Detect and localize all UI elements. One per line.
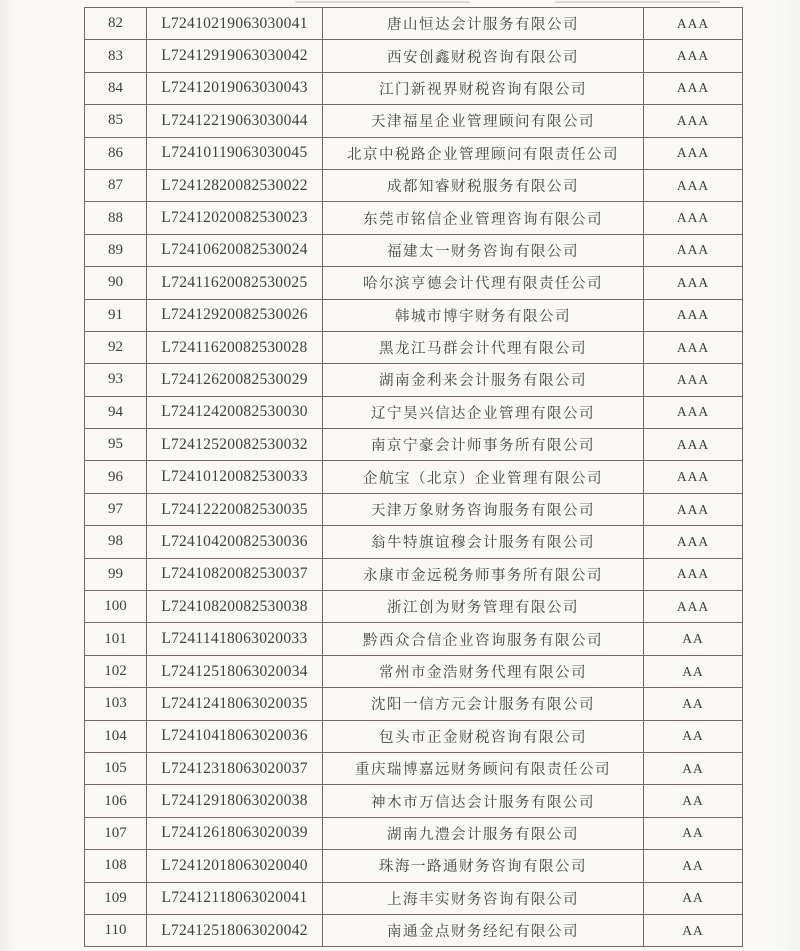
row-number-cell: 99 — [85, 558, 147, 590]
company-name-cell: 江门新视界财税咨询有限公司 — [323, 72, 644, 104]
row-number-cell: 97 — [85, 493, 147, 525]
license-number-cell: L72412820082530022 — [147, 169, 323, 201]
table-row — [85, 720, 743, 752]
license-number-cell: L72412920082530026 — [147, 299, 323, 331]
table-row — [85, 558, 743, 590]
license-number-cell: L72410420082530036 — [147, 526, 323, 558]
table-row — [85, 655, 743, 687]
license-number-cell: L72412019063030043 — [147, 72, 323, 104]
rating-cell: AAA — [644, 331, 743, 363]
rating-cell: AA — [644, 655, 743, 687]
rating-cell: AAA — [644, 526, 743, 558]
row-number-cell: 105 — [85, 752, 147, 784]
company-name-cell: 上海丰实财务咨询有限公司 — [323, 882, 644, 914]
company-rating-table — [84, 7, 743, 947]
license-number-cell: L72412018063020040 — [147, 850, 323, 882]
table-row — [85, 526, 743, 558]
license-number-cell: L72412418063020035 — [147, 688, 323, 720]
company-name-cell: 唐山恒达会计服务有限公司 — [323, 8, 644, 40]
rating-cell: AAA — [644, 105, 743, 137]
company-name-cell: 成都知睿财税服务有限公司 — [323, 169, 644, 201]
row-number-cell: 91 — [85, 299, 147, 331]
table-row — [85, 882, 743, 914]
row-number-cell: 106 — [85, 785, 147, 817]
row-number-cell: 103 — [85, 688, 147, 720]
row-number-cell: 85 — [85, 105, 147, 137]
scan-artifact-line — [295, 1, 470, 3]
company-name-cell: 天津福星企业管理顾问有限公司 — [323, 105, 644, 137]
company-name-cell: 东莞市铭信企业管理咨询有限公司 — [323, 202, 644, 234]
row-number-cell: 92 — [85, 331, 147, 363]
company-name-cell: 常州市金浩财务代理有限公司 — [323, 655, 644, 687]
company-name-cell: 哈尔滨亨德会计代理有限责任公司 — [323, 267, 644, 299]
license-number-cell: L72412618063020039 — [147, 817, 323, 849]
table-row — [85, 364, 743, 396]
scan-artifact-line — [555, 1, 720, 3]
table-row — [85, 785, 743, 817]
rating-cell: AAA — [644, 137, 743, 169]
rating-cell: AAA — [644, 591, 743, 623]
rating-cell: AAA — [644, 267, 743, 299]
license-number-cell: L72411620082530028 — [147, 331, 323, 363]
company-name-cell: 黑龙江马群会计代理有限公司 — [323, 331, 644, 363]
rating-cell: AAA — [644, 364, 743, 396]
rating-cell: AAA — [644, 72, 743, 104]
company-name-cell: 南通金点财务经纪有限公司 — [323, 914, 644, 946]
rating-cell: AAA — [644, 8, 743, 40]
company-name-cell: 湖南金利来会计服务有限公司 — [323, 364, 644, 396]
rating-cell: AAA — [644, 558, 743, 590]
row-number-cell: 93 — [85, 364, 147, 396]
rating-cell: AA — [644, 817, 743, 849]
row-number-cell: 109 — [85, 882, 147, 914]
company-name-cell: 福建太一财务咨询有限公司 — [323, 234, 644, 266]
company-name-cell: 湖南九澧会计服务有限公司 — [323, 817, 644, 849]
license-number-cell: L72412919063030042 — [147, 40, 323, 72]
rating-cell: AA — [644, 720, 743, 752]
table-row — [85, 267, 743, 299]
table-row — [85, 169, 743, 201]
rating-cell: AAA — [644, 429, 743, 461]
rating-cell: AA — [644, 623, 743, 655]
row-number-cell: 86 — [85, 137, 147, 169]
row-number-cell: 101 — [85, 623, 147, 655]
company-name-cell: 永康市金远税务师事务所有限公司 — [323, 558, 644, 590]
rating-cell: AAA — [644, 202, 743, 234]
license-number-cell: L72412219063030044 — [147, 105, 323, 137]
license-number-cell: L72412520082530032 — [147, 429, 323, 461]
row-number-cell: 95 — [85, 429, 147, 461]
rating-cell: AAA — [644, 234, 743, 266]
rating-cell: AAA — [644, 40, 743, 72]
company-name-cell: 西安创鑫财税咨询有限公司 — [323, 40, 644, 72]
row-number-cell: 96 — [85, 461, 147, 493]
table-row — [85, 40, 743, 72]
rating-cell: AA — [644, 688, 743, 720]
table-row — [85, 688, 743, 720]
company-name-cell: 天津万象财务咨询服务有限公司 — [323, 493, 644, 525]
table-row — [85, 137, 743, 169]
table-row — [85, 493, 743, 525]
license-number-cell: L72411418063020033 — [147, 623, 323, 655]
rating-cell: AA — [644, 752, 743, 784]
rating-cell: AAA — [644, 299, 743, 331]
row-number-cell: 90 — [85, 267, 147, 299]
table-row — [85, 299, 743, 331]
row-number-cell: 87 — [85, 169, 147, 201]
rating-cell: AAA — [644, 169, 743, 201]
license-number-cell: L72412620082530029 — [147, 364, 323, 396]
company-name-cell: 沈阳一信方元会计服务有限公司 — [323, 688, 644, 720]
license-number-cell: L72410219063030041 — [147, 8, 323, 40]
company-name-cell: 黔西众合信企业咨询服务有限公司 — [323, 623, 644, 655]
table-row — [85, 591, 743, 623]
license-number-cell: L72412518063020042 — [147, 914, 323, 946]
company-name-cell: 珠海一路通财务咨询有限公司 — [323, 850, 644, 882]
license-number-cell: L72412918063020038 — [147, 785, 323, 817]
rating-cell: AAA — [644, 461, 743, 493]
table-row — [85, 850, 743, 882]
license-number-cell: L72410120082530033 — [147, 461, 323, 493]
row-number-cell: 83 — [85, 40, 147, 72]
rating-cell: AAA — [644, 493, 743, 525]
company-name-cell: 北京中税路企业管理顾问有限责任公司 — [323, 137, 644, 169]
table-row — [85, 817, 743, 849]
row-number-cell: 82 — [85, 8, 147, 40]
row-number-cell: 100 — [85, 591, 147, 623]
license-number-cell: L72410119063030045 — [147, 137, 323, 169]
table-row — [85, 914, 743, 946]
license-number-cell: L72411620082530025 — [147, 267, 323, 299]
row-number-cell: 89 — [85, 234, 147, 266]
table-row — [85, 429, 743, 461]
company-name-cell: 翁牛特旗谊穆会计服务有限公司 — [323, 526, 644, 558]
table-row — [85, 331, 743, 363]
company-name-cell: 企航宝（北京）企业管理有限公司 — [323, 461, 644, 493]
license-number-cell: L72412420082530030 — [147, 396, 323, 428]
license-number-cell: L72412020082530023 — [147, 202, 323, 234]
table-row — [85, 752, 743, 784]
row-number-cell: 110 — [85, 914, 147, 946]
row-number-cell: 84 — [85, 72, 147, 104]
row-number-cell: 107 — [85, 817, 147, 849]
rating-cell: AA — [644, 850, 743, 882]
license-number-cell: L72412518063020034 — [147, 655, 323, 687]
table-row — [85, 234, 743, 266]
rating-cell: AA — [644, 914, 743, 946]
company-name-cell: 南京宁豪会计师事务所有限公司 — [323, 429, 644, 461]
row-number-cell: 94 — [85, 396, 147, 428]
table-row — [85, 105, 743, 137]
rating-cell: AAA — [644, 396, 743, 428]
table-row — [85, 202, 743, 234]
row-number-cell: 98 — [85, 526, 147, 558]
license-number-cell: L72410820082530037 — [147, 558, 323, 590]
table-row — [85, 396, 743, 428]
company-name-cell: 浙江创为财务管理有限公司 — [323, 591, 644, 623]
table-row — [85, 8, 743, 40]
company-name-cell: 韩城市博宇财务有限公司 — [323, 299, 644, 331]
license-number-cell: L72412220082530035 — [147, 493, 323, 525]
license-number-cell: L72412118063020041 — [147, 882, 323, 914]
company-name-cell: 神木市万信达会计服务有限公司 — [323, 785, 644, 817]
table-row — [85, 461, 743, 493]
rating-cell: AA — [644, 882, 743, 914]
row-number-cell: 108 — [85, 850, 147, 882]
license-number-cell: L72410620082530024 — [147, 234, 323, 266]
rating-cell: AA — [644, 785, 743, 817]
table-row — [85, 623, 743, 655]
license-number-cell: L72412318063020037 — [147, 752, 323, 784]
row-number-cell: 102 — [85, 655, 147, 687]
company-name-cell: 辽宁昊兴信达企业管理有限公司 — [323, 396, 644, 428]
license-number-cell: L72410418063020036 — [147, 720, 323, 752]
license-number-cell: L72410820082530038 — [147, 591, 323, 623]
table-row — [85, 72, 743, 104]
company-name-cell: 重庆瑞博嘉远财务顾问有限责任公司 — [323, 752, 644, 784]
row-number-cell: 88 — [85, 202, 147, 234]
table-body — [85, 8, 743, 947]
row-number-cell: 104 — [85, 720, 147, 752]
company-name-cell: 包头市正金财税咨询有限公司 — [323, 720, 644, 752]
